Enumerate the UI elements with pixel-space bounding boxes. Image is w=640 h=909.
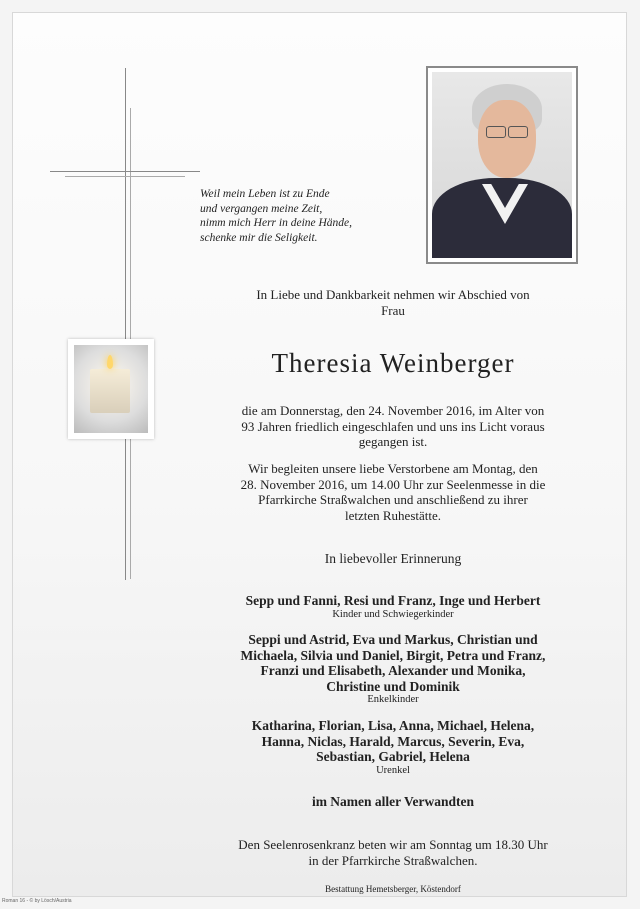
relation-label: Kinder und Schwiegerkinder bbox=[332, 608, 454, 620]
text-line: letzten Ruhestätte. bbox=[344, 507, 442, 523]
mourner-group-great-grandchildren bbox=[200, 718, 586, 777]
relation-label: Enkelkinder bbox=[367, 694, 419, 705]
all-relatives-line: im Namen aller Verwandten bbox=[311, 794, 475, 809]
flame-icon bbox=[107, 355, 113, 369]
text-line: in der Pfarrkirche Straßwalchen. bbox=[308, 853, 478, 868]
text-line: 93 Jahren friedlich eingeschlafen und uns ins Licht voraus bbox=[241, 418, 545, 434]
cross-vertical bbox=[125, 68, 131, 580]
portrait-photo bbox=[426, 66, 578, 264]
death-notice bbox=[200, 403, 586, 450]
funeral-notice bbox=[200, 461, 586, 523]
mourner-names: Katharina, Florian, Lisa, Anna, Michael, Helena, bbox=[251, 718, 535, 733]
candle-image bbox=[68, 339, 154, 439]
rosary-notice bbox=[200, 837, 586, 869]
relation-label: Urenkel bbox=[376, 764, 410, 776]
mourner-names: Christine und Dominik bbox=[326, 678, 460, 694]
mourner-group-children bbox=[200, 593, 586, 621]
text-line: 28. November 2016, um 14.00 Uhr zur Seelenmesse in die bbox=[240, 476, 546, 492]
deceased-name: Theresia Weinberger bbox=[271, 348, 515, 378]
text-line: Pfarrkirche Straßwalchen und anschließend zu ihrer bbox=[258, 492, 528, 507]
funeral-home: Bestattung Hemetsberger, Köstendorf bbox=[325, 884, 461, 894]
cross-horizontal bbox=[50, 171, 200, 177]
mourner-names: Seppi und Astrid, Eva und Markus, Christian und bbox=[248, 632, 538, 647]
intro-line: Frau bbox=[381, 303, 405, 318]
intro-line: In Liebe und Dankbarkeit nehmen wir Abschied von bbox=[256, 287, 530, 302]
intro-text bbox=[200, 287, 586, 319]
verse bbox=[200, 187, 352, 245]
verse-line: Weil mein Leben ist zu Ende bbox=[200, 188, 330, 200]
print-credit: Roman 16 - © by Lösch/Austria bbox=[2, 898, 72, 904]
mourner-names: Franzi und Elisabeth, Alexander und Monika, bbox=[260, 663, 526, 678]
mourner-names: Sebastian, Gabriel, Helena bbox=[316, 749, 470, 764]
mourner-group-grandchildren bbox=[200, 632, 586, 706]
text-line: die am Donnerstag, den 24. November 2016, im Alter von bbox=[241, 403, 545, 418]
verse-line: nimm mich Herr in deine Hände, bbox=[200, 217, 353, 229]
memory-line: In liebevoller Erinnerung bbox=[324, 551, 462, 566]
verse-line: schenke mir die Seligkeit. bbox=[200, 231, 318, 244]
mourner-names: Michaela, Silvia und Daniel, Birgit, Petra und Franz, bbox=[240, 647, 546, 663]
verse-line: und vergangen meine Zeit, bbox=[200, 202, 323, 215]
text-line: gegangen ist. bbox=[358, 434, 428, 449]
mourner-names: Hanna, Niclas, Harald, Marcus, Severin, Eva, bbox=[261, 733, 525, 749]
text-line: Den Seelenrosenkranz beten wir am Sonntag um 18.30 Uhr bbox=[238, 837, 548, 852]
mourner-names: Sepp und Fanni, Resi und Franz, Inge und Herbert bbox=[245, 593, 541, 608]
text-line: Wir begleiten unsere liebe Verstorbene am Montag, den bbox=[248, 461, 538, 476]
